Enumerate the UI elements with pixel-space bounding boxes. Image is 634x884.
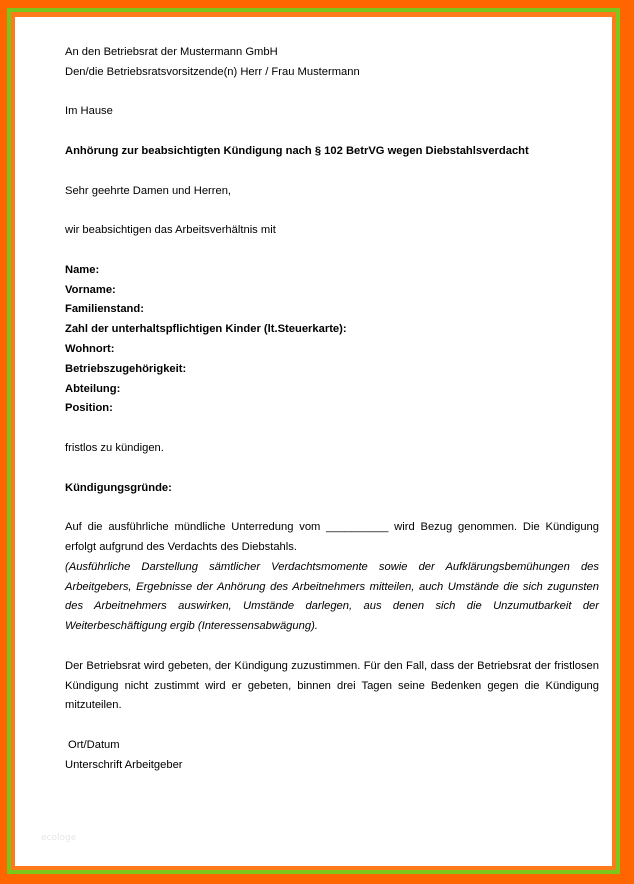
- address-line-2: Den/die Betriebsratsvorsitzende(n) Herr / Frau Mustermann: [65, 65, 360, 78]
- intro-line: wir beabsichtigen das Arbeitsverhältnis mit: [65, 224, 276, 237]
- request-text: Der Betriebsrat wird gebeten, der Kündigung zuzustimmen. Für den Fall, dass der Betriebsrat der fristlosen Kündigung nicht zustimmt wird er gebeten, binnen drei Tagen seine Bedenken gegen die Kündigung mitzuteilen.: [65, 659, 599, 712]
- field-name: Name:: [65, 263, 100, 276]
- field-department: Abteilung:: [65, 382, 121, 395]
- field-first-name: Vorname:: [65, 283, 116, 296]
- reasons-note: (Ausführliche Darstellung sämtlicher Verdachtsmomente sowie der Aufklärungsbemühungen des Arbeitgebers, Ergebnisse der Anhörung des Arbeitnehmers mitteilen, auch Umstände die sich zugunsten des Arbeitnehmers auswirken, Umstände darlegen, aus denen sich die Unzumutbarkeit der Weiterbeschäftigung ergib (Interessensabwägung).: [65, 560, 599, 633]
- watermark: ecologe: [41, 833, 77, 843]
- employee-fields: [65, 261, 599, 419]
- termination-line: fristlos zu kündigen.: [65, 441, 164, 454]
- field-position: Position:: [65, 402, 113, 415]
- letter-body: [65, 43, 599, 775]
- field-children: Zahl der unterhaltspflichtigen Kinder (lt.Steuerkarte):: [65, 323, 347, 336]
- signature-line: Unterschrift Arbeitgeber: [65, 758, 183, 771]
- field-seniority: Betriebszugehörigkeit:: [65, 362, 187, 375]
- field-marital-status: Familienstand:: [65, 303, 144, 316]
- address-line-1: An den Betriebsrat der Mustermann GmbH: [65, 46, 278, 58]
- subject-line: Anhörung zur beabsichtigten Kündigung nach § 102 BetrVG wegen Diebstahlsverdacht: [65, 144, 529, 157]
- document-page: [15, 17, 612, 866]
- salutation: Sehr geehrte Damen und Herren,: [65, 184, 232, 197]
- location-line: Im Hause: [65, 105, 113, 118]
- place-date: Ort/Datum: [68, 738, 120, 751]
- reasons-heading: Kündigungsgründe:: [65, 481, 172, 494]
- field-residence: Wohnort:: [65, 342, 115, 355]
- reasons-text: Auf die ausführliche mündliche Unterredung vom __________ wird Bezug genommen. Die Kündigung erfolgt aufgrund des Verdachts des Diebstahls.: [65, 521, 599, 553]
